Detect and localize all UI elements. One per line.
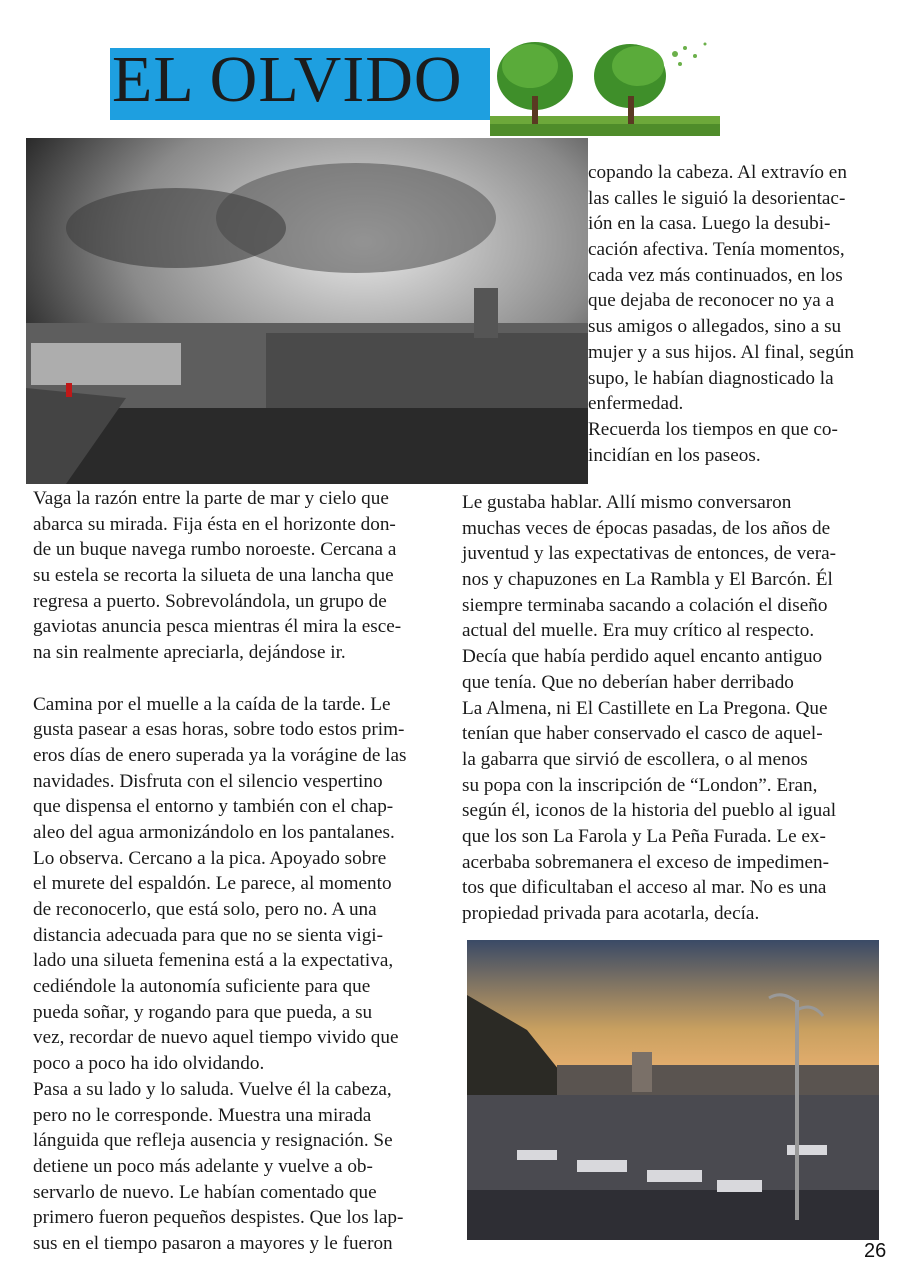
text-line: que dejaba de reconocer no ya a [588, 290, 835, 312]
text-line: sus amigos o allegados, sino a su [588, 316, 842, 338]
blank-line [33, 666, 406, 692]
text-line: el murete del espaldón. Le parece, al momento [33, 873, 392, 895]
text-line: na sin realmente apreciarla, dejándose ir. [33, 642, 346, 664]
text-line: navidades. Disfruta con el silencio vespertino [33, 770, 383, 792]
text-line: servarlo de nuevo. Le habían comentado que [33, 1181, 377, 1203]
text-line: de un buque navega rumbo noroeste. Cercana a [33, 539, 397, 561]
article-column-right [462, 490, 836, 927]
text-line: supo, le habían diagnosticado la [588, 367, 834, 389]
text-line: que tenía. Que no deberían haber derribado [462, 671, 794, 693]
text-line: La Almena, ni El Castillete en La Pregona. Que [462, 697, 828, 719]
article-column-top-right [588, 160, 854, 468]
text-line: cediéndole la autonomía suficiente para que [33, 976, 371, 998]
text-line: mujer y a sus hijos. Al final, según [588, 341, 854, 363]
text-line: siempre terminaba sacando a colación el diseño [462, 594, 828, 616]
text-line: detiene un poco más adelante y vuelve a ob- [33, 1155, 373, 1177]
text-line: Le gustaba hablar. Allí mismo conversaron [462, 492, 792, 513]
page-title: EL OLVIDO [112, 43, 463, 116]
text-line: Vaga la razón entre la parte de mar y cielo que [33, 488, 389, 509]
text-line: eros días de enero superada ya la vorágine de las [33, 744, 407, 766]
text-line: pero no le corresponde. Muestra una mirada [33, 1104, 372, 1126]
text-line: muchas veces de épocas pasadas, de los años de [462, 517, 831, 539]
text-line: propiedad privada para acotarla, decía. [462, 903, 760, 924]
text-line: ión en la casa. Luego la desubi- [588, 213, 831, 235]
text-line: poco a poco ha ido olvidando. [33, 1053, 265, 1075]
pier-photo [26, 138, 588, 484]
text-line: copando la cabeza. Al extravío en [588, 162, 847, 183]
text-line: lado una silueta femenina está a la expectativa, [33, 950, 394, 972]
text-line: Lo observa. Cercano a la pica. Apoyado sobre [33, 847, 387, 869]
article-column-left [33, 486, 406, 1257]
text-line: actual del muelle. Era muy crítico al respecto. [462, 620, 815, 642]
text-line: acerbaba sobremanera el exceso de impedimen- [462, 851, 830, 873]
text-line: primero fueron pequeños despistes. Que los lap- [33, 1207, 404, 1229]
text-line: que dispensa el entorno y también con el chap- [33, 796, 394, 818]
text-line: la gabarra que sirvió de escollera, o al menos [462, 748, 808, 770]
text-line: de reconocerlo, que está solo, pero no. A una [33, 899, 377, 920]
text-line: juventud y las expectativas de entonces, de vera- [462, 543, 837, 565]
text-line: enfermedad. [588, 393, 684, 415]
text-line: distancia adecuada para que no se sienta vigi- [33, 924, 384, 946]
text-line: cada vez más continuados, en los [588, 264, 843, 286]
text-line: tenían que haber conservado el casco de aquel- [462, 723, 823, 745]
page-number: 26 [864, 1240, 887, 1262]
text-line: incidían en los paseos. [588, 444, 761, 466]
text-line: Pasa a su lado y lo saluda. Vuelve él la cabeza, [33, 1078, 392, 1100]
text-line: abarca su mirada. Fija ésta en el horizonte don- [33, 513, 396, 535]
text-line: aleo del agua armonizándolo en los pantalanes. [33, 821, 395, 843]
text-line: Decía que había perdido aquel encanto antiguo [462, 646, 823, 668]
text-line: vez, recordar de nuevo aquel tiempo vivido que [33, 1027, 399, 1049]
text-line: su estela se recorta la silueta de una lancha que [33, 565, 394, 587]
text-line: regresa a puerto. Sobrevolándola, un grupo de [33, 590, 387, 612]
text-line: que los son La Farola y La Peña Furada. Le ex- [462, 825, 826, 847]
text-line: pueda soñar, y rogando para que pueda, a su [33, 1001, 373, 1023]
text-line: las calles le siguió la desorientac- [588, 187, 846, 209]
text-line: Camina por el muelle a la caída de la tarde. Le [33, 693, 391, 715]
text-line: gusta pasear a esas horas, sobre todo estos prim- [33, 719, 405, 741]
trees-heads-image [490, 36, 720, 136]
text-line: Recuerda los tiempos en que co- [588, 418, 838, 440]
text-line: sus en el tiempo pasaron a mayores y le fueron [33, 1232, 393, 1254]
harbor-photo [467, 940, 879, 1240]
text-line: su popa con la inscripción de “London”. Eran, [462, 774, 818, 796]
text-line: según él, iconos de la historia del pueblo al igual [462, 800, 837, 822]
text-line: tos que dificultaban el acceso al mar. No es una [462, 877, 827, 899]
text-line: lánguida que refleja ausencia y resignación. Se [33, 1130, 393, 1152]
text-line: gaviotas anuncia pesca mientras él mira la esce- [33, 616, 402, 638]
text-line: nos y chapuzones en La Rambla y El Barcón. Él [462, 569, 833, 591]
text-line: cación afectiva. Tenía momentos, [588, 239, 845, 261]
